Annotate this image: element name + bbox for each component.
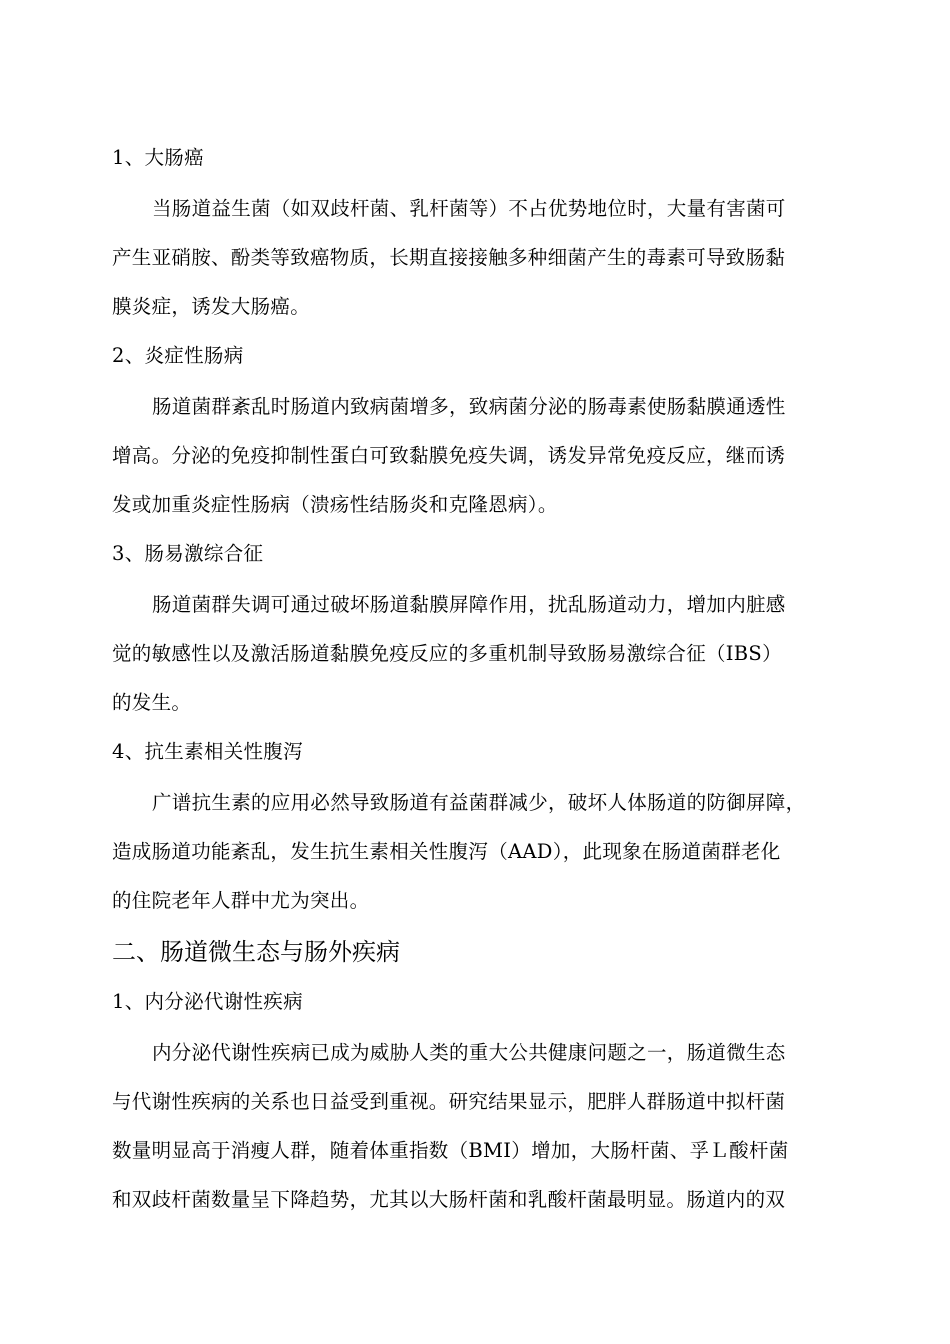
part-title: 二、肠道微生态与肠外疾病 <box>112 938 400 966</box>
paragraph-line: 觉的敏感性以及激活肠道黏膜免疫反应的多重机制导致肠易激综合征（IBS） <box>112 642 782 665</box>
section-heading-ibd: 2、炎症性肠病 <box>112 344 244 367</box>
paragraph-line: 产生亚硝胺、酚类等致癌物质，长期直接接触多种细菌产生的毒素可导致肠黏 <box>112 246 786 269</box>
paragraph-line: 肠道菌群失调可通过破坏肠道黏膜屏障作用，扰乱肠道动力，增加内脏感 <box>152 593 786 616</box>
paragraph-line: 的住院老年人群中尤为突出。 <box>112 889 370 912</box>
paragraph-line: 造成肠道功能紊乱，发生抗生素相关性腹泻（AAD），此现象在肠道菌群老化 <box>112 840 781 863</box>
paragraph-line: 肠道菌群紊乱时肠道内致病菌增多，致病菌分泌的肠毒素使肠黏膜通透性 <box>152 395 786 418</box>
paragraph-line: 发或加重炎症性肠病（溃疡性结肠炎和克隆恩病）。 <box>112 493 558 516</box>
paragraph-line: 与代谢性疾病的关系也日益受到重视。研究结果显示，肥胖人群肠道中拟杆菌 <box>112 1090 786 1113</box>
paragraph-line: 和双歧杆菌数量呈下降趋势，尤其以大肠杆菌和乳酸杆菌最明显。肠道内的双 <box>112 1188 786 1211</box>
paragraph-line: 广谱抗生素的应用必然导致肠道有益菌群减少，破坏人体肠道的防御屏障， <box>152 791 806 814</box>
paragraph-line: 的发生。 <box>112 691 192 714</box>
section-heading-ibs: 3、肠易激综合征 <box>112 542 264 565</box>
paragraph-line: 数量明显高于消瘦人群，随着体重指数（BMI）增加，大肠杆菌、孚Ｌ酸杆菌 <box>112 1139 789 1162</box>
paragraph-line: 内分泌代谢性疾病已成为威胁人类的重大公共健康问题之一，肠道微生态 <box>152 1041 786 1064</box>
paragraph-line: 膜炎症，诱发大肠癌。 <box>112 295 311 318</box>
section-heading-aad: 4、抗生素相关性腹泻 <box>112 740 303 763</box>
paragraph-line: 当肠道益生菌（如双歧杆菌、乳杆菌等）不占优势地位时，大量有害菌可 <box>152 197 786 220</box>
paragraph-line: 增高。分泌的免疫抑制性蛋白可致黏膜免疫失调，诱发异常免疫反应，继而诱 <box>112 444 786 467</box>
section-heading-endocrine: 1、内分泌代谢性疾病 <box>112 990 303 1013</box>
section-heading-colorectal-cancer: 1、大肠癌 <box>112 146 204 169</box>
